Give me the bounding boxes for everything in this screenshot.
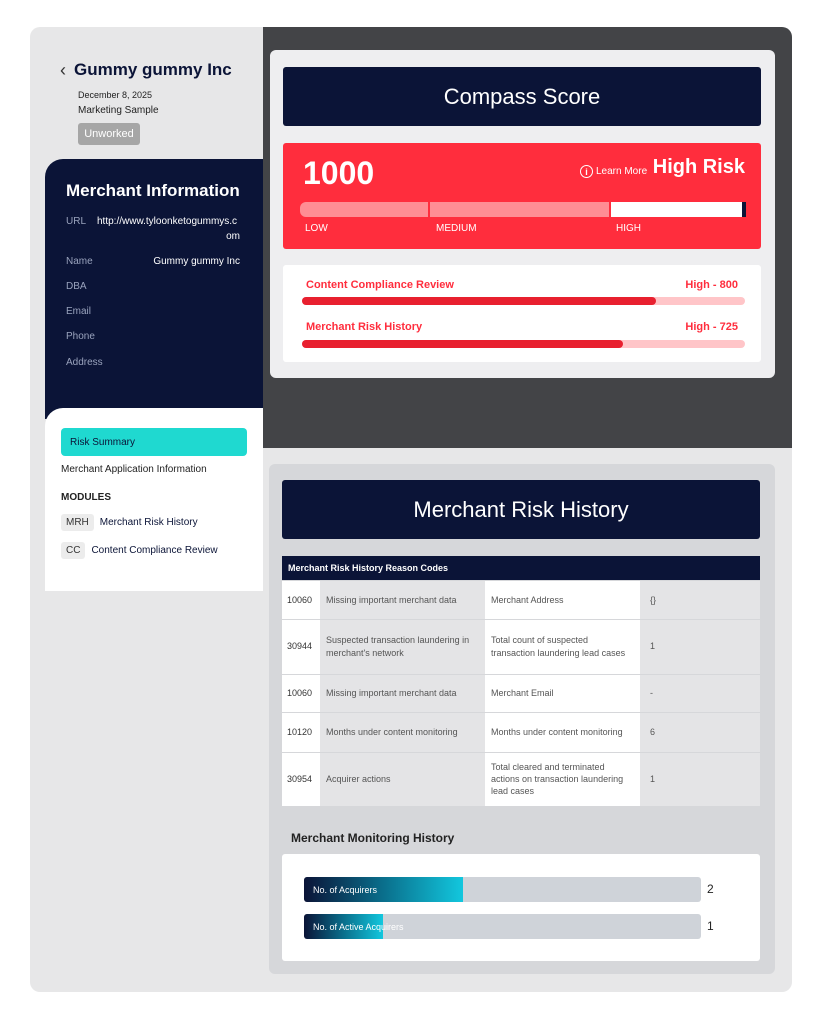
email-label: Email (66, 306, 92, 317)
field-value: {} (640, 581, 760, 619)
table-row (282, 712, 760, 752)
field-value: 1 (640, 752, 760, 806)
field-value: 6 (640, 712, 760, 752)
report-date: December 8, 2025 (78, 90, 153, 100)
reason-text: Months under content monitoring (320, 712, 485, 752)
compass-score-title: Compass Score (283, 67, 761, 126)
reason-codes-table (282, 581, 760, 807)
sub-score-fill (302, 340, 623, 348)
module-item-mrh[interactable] (61, 514, 198, 531)
module-name: Merchant Risk History (99, 517, 198, 528)
module-code: MRH (61, 514, 94, 531)
active-acquirers-bar (304, 914, 701, 939)
meter-segment-low (300, 202, 428, 217)
reason-codes-header: Merchant Risk History Reason Codes (282, 556, 760, 580)
active-acquirers-count: 1 (707, 919, 714, 933)
left-sidebar (30, 27, 263, 992)
app-frame (30, 27, 792, 992)
risk-level: High Risk (652, 156, 745, 178)
learn-more-link[interactable] (580, 165, 647, 178)
acquirers-count: 2 (707, 882, 714, 896)
nav-item-risk-summary[interactable]: Risk Summary (61, 428, 247, 456)
risk-score-card (283, 143, 761, 249)
acquirers-bar (304, 877, 701, 902)
company-name: Gummy gummy Inc (74, 60, 232, 79)
monitoring-history-card (282, 854, 760, 961)
merchant-risk-history-panel (269, 464, 775, 974)
reason-code: 10120 (282, 712, 320, 752)
url-value (97, 216, 240, 242)
merchant-risk-history-title: Merchant Risk History (282, 480, 760, 539)
url-label: URL (66, 216, 87, 227)
dba-label: DBA (66, 281, 87, 292)
nav-panel (45, 408, 263, 591)
reason-text: Acquirer actions (320, 752, 485, 806)
nav-item-application-info[interactable]: Merchant Application Information (61, 464, 207, 475)
reason-code: 10060 (282, 674, 320, 712)
field-name: Merchant Address (485, 581, 640, 619)
field-name: Months under content monitoring (485, 712, 640, 752)
sub-score-value: High - 800 (685, 279, 738, 291)
modules-label: MODULES (61, 492, 111, 503)
active-acquirers-bar-label: No. of Active Acquirers (313, 921, 404, 932)
sample-label: Marketing Sample (78, 105, 159, 116)
field-value: 1 (640, 619, 760, 674)
reason-code: 30944 (282, 619, 320, 674)
table-row (282, 752, 760, 806)
sub-score-value: High - 725 (685, 321, 738, 333)
module-item-cc[interactable] (61, 542, 218, 559)
reason-code: 30954 (282, 752, 320, 806)
compass-score-panel (270, 50, 775, 378)
meter-segment-medium (430, 202, 608, 217)
url-value-line1: http://www.tyloonketogummys.c (97, 216, 238, 227)
merchant-information-card (45, 159, 263, 419)
monitoring-history-title: Merchant Monitoring History (291, 831, 455, 845)
reason-text: Suspected transaction laundering in merchant's network (320, 619, 485, 674)
reason-text: Missing important merchant data (320, 674, 485, 712)
sub-score-fill (302, 297, 656, 305)
phone-label: Phone (66, 331, 95, 342)
meter-segment-high (611, 202, 746, 217)
reason-text: Missing important merchant data (320, 581, 485, 619)
field-name: Merchant Email (485, 674, 640, 712)
sub-score-label[interactable]: Merchant Risk History (306, 321, 423, 333)
sub-score-track (302, 297, 745, 305)
meter-label-medium: MEDIUM (436, 223, 477, 234)
sub-score-track (302, 340, 745, 348)
field-value: - (640, 674, 760, 712)
reason-code: 10060 (282, 581, 320, 619)
acquirers-bar-label: No. of Acquirers (313, 884, 378, 895)
module-name: Content Compliance Review (91, 545, 218, 556)
sub-score-label[interactable]: Content Compliance Review (306, 279, 454, 291)
address-label: Address (66, 357, 103, 368)
name-label: Name (66, 256, 93, 267)
header-row (60, 60, 232, 80)
name-value: Gummy gummy Inc (153, 256, 240, 267)
meter-label-low: LOW (305, 223, 328, 234)
meter-label-high: HIGH (616, 223, 641, 234)
learn-more-label: Learn More (596, 166, 648, 177)
status-badge[interactable]: Unworked (78, 123, 140, 145)
url-value-line2: om (226, 231, 240, 242)
chevron-left-icon[interactable]: ‹ (60, 60, 66, 80)
table-row (282, 619, 760, 674)
field-name: Total cleared and terminated actions on transaction laundering lead cases (485, 752, 640, 806)
risk-meter (300, 202, 746, 217)
merchant-information-title: Merchant Information (66, 181, 240, 200)
table-row (282, 674, 760, 712)
field-name: Total count of suspected transaction laundering lead cases (485, 619, 640, 674)
module-code: CC (61, 542, 85, 559)
sub-scores-card (283, 265, 761, 362)
info-circle-icon: i (580, 165, 593, 178)
table-row (282, 581, 760, 619)
score-value: 1000 (303, 155, 375, 191)
